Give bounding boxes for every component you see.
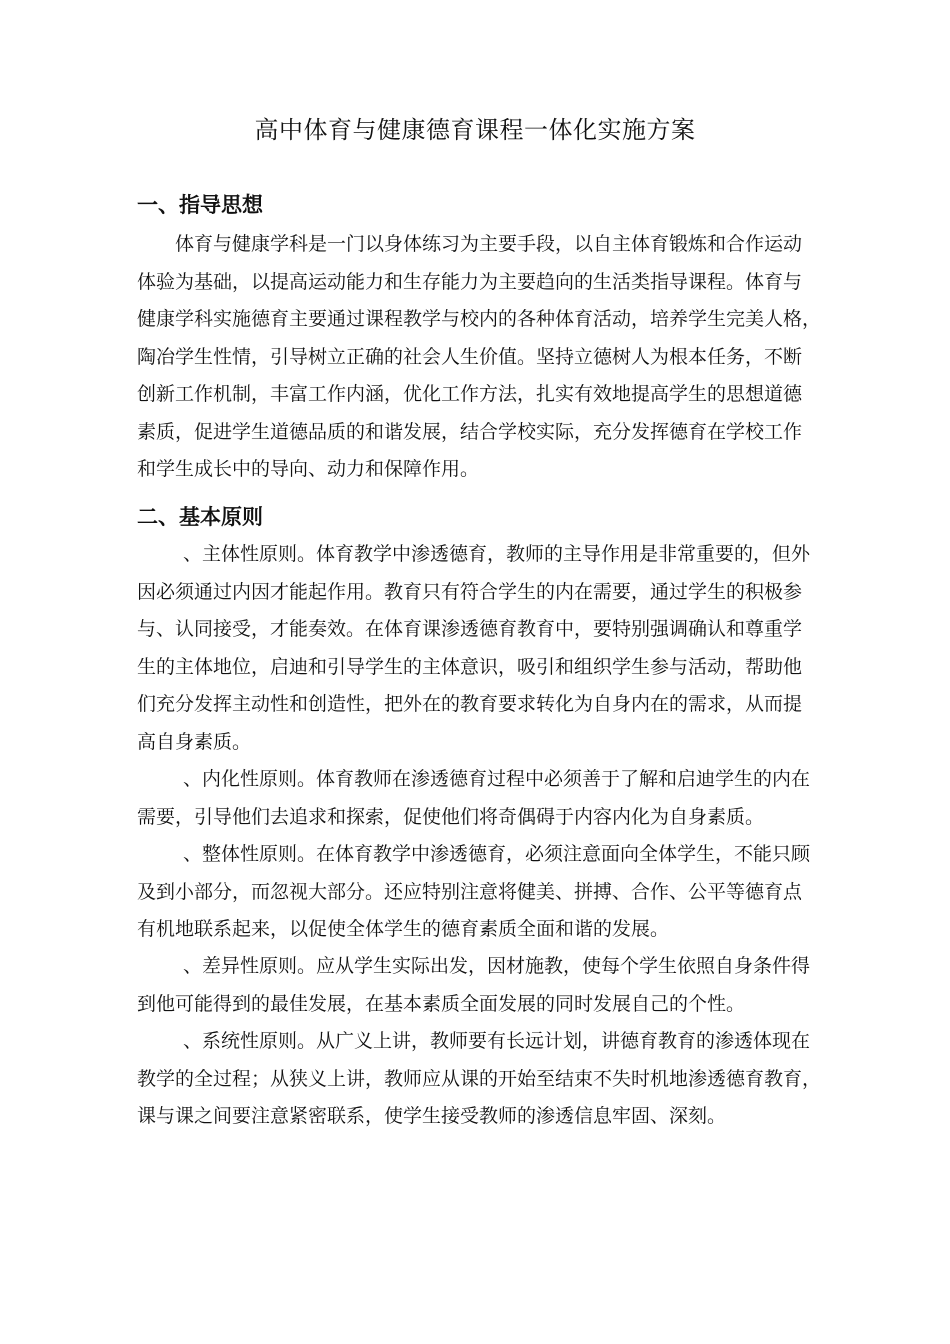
paragraph-principle-difference: [137, 948, 827, 1023]
paragraph-line: 有机地联系起来，以促使全体学生的德育素质全面和谐的发展。: [137, 918, 670, 940]
paragraph-line: 健康学科实施德育主要通过课程教学与校内的各种体育活动，培养学生完美人格，: [137, 308, 822, 330]
paragraph-line: 与、认同接受，才能奏效。在体育课渗透德育教育中，要特别强调确认和尊重学: [137, 618, 803, 640]
paragraph-line: 、系统性原则。从广义上讲，教师要有长远计划，讲德育教育的渗透体现在: [183, 1030, 811, 1052]
paragraph-line: 、内化性原则。体育教师在渗透德育过程中必须善于了解和启迪学生的内在: [183, 768, 811, 790]
paragraph-line: 和学生成长中的导向、动力和保障作用。: [137, 458, 480, 480]
paragraph-guiding-ideology: [137, 226, 827, 489]
paragraph-principle-integrity: [137, 836, 827, 949]
paragraph-line: 课与课之间要注意紧密联系，使学生接受教师的渗透信息牢固、深刻。: [137, 1105, 727, 1127]
paragraph-line: 、整体性原则。在体育教学中渗透德育，必须注意面向全体学生，不能只顾: [183, 843, 811, 865]
paragraph-line: 需要，引导他们去追求和探索，促使他们将奇偶碍于内容内化为自身素质。: [137, 805, 765, 828]
paragraph-principle-internalization: [137, 761, 827, 836]
paragraph-line: 们充分发挥主动性和创造性，把外在的教育要求转化为自身内在的需求，从而提: [137, 693, 803, 715]
document-title: 高中体育与健康德育课程一体化实施方案: [254, 116, 696, 144]
paragraph-line: 素质，促进学生道德品质的和谐发展，结合学校实际，充分发挥德育在学校工作: [137, 420, 803, 443]
paragraph-line: 创新工作机制，丰富工作内涵，优化工作方法，扎实有效地提高学生的思想道德: [137, 383, 803, 405]
section-heading-basic-principles: 二、基本原则: [137, 505, 263, 529]
paragraph-principle-subjectivity: [137, 536, 827, 761]
paragraph-line: 体育与健康学科是一门以身体练习为主要手段，以自主体育锻炼和合作运动: [175, 233, 803, 255]
paragraph-line: 生的主体地位，启迪和引导学生的主体意识，吸引和组织学生参与活动，帮助他: [137, 655, 803, 678]
paragraph-line: 体验为基础，以提高运动能力和生存能力为主要趋向的生活类指导课程。体育与: [137, 270, 803, 293]
paragraph-line: 到他可能得到的最佳发展，在基本素质全面发展的同时发展自己的个性。: [137, 992, 746, 1015]
paragraph-line: 陶冶学生性情，引导树立正确的社会人生价值。坚持立德树人为根本任务，不断: [137, 345, 803, 368]
paragraph-line: 因必须通过内因才能起作用。教育只有符合学生的内在需要，通过学生的积极参: [137, 580, 803, 603]
paragraph-line: 教学的全过程；从狭义上讲，教师应从课的开始至结束不失时机地渗透德育教育，: [137, 1067, 822, 1090]
paragraph-line: 及到小部分，而忽视大部分。还应特别注意将健美、拼搏、合作、公平等德育点: [137, 880, 803, 903]
section-heading-guiding-ideology: 一、指导思想: [137, 193, 263, 217]
paragraph-line: 、差异性原则。应从学生实际出发，因材施教，使每个学生依照自身条件得: [183, 955, 811, 977]
paragraph-line: 、主体性原则。体育教学中渗透德育，教师的主导作用是非常重要的，但外: [183, 543, 811, 565]
paragraph-principle-systematic: [137, 1023, 827, 1136]
paragraph-line: 高自身素质。: [137, 730, 252, 753]
